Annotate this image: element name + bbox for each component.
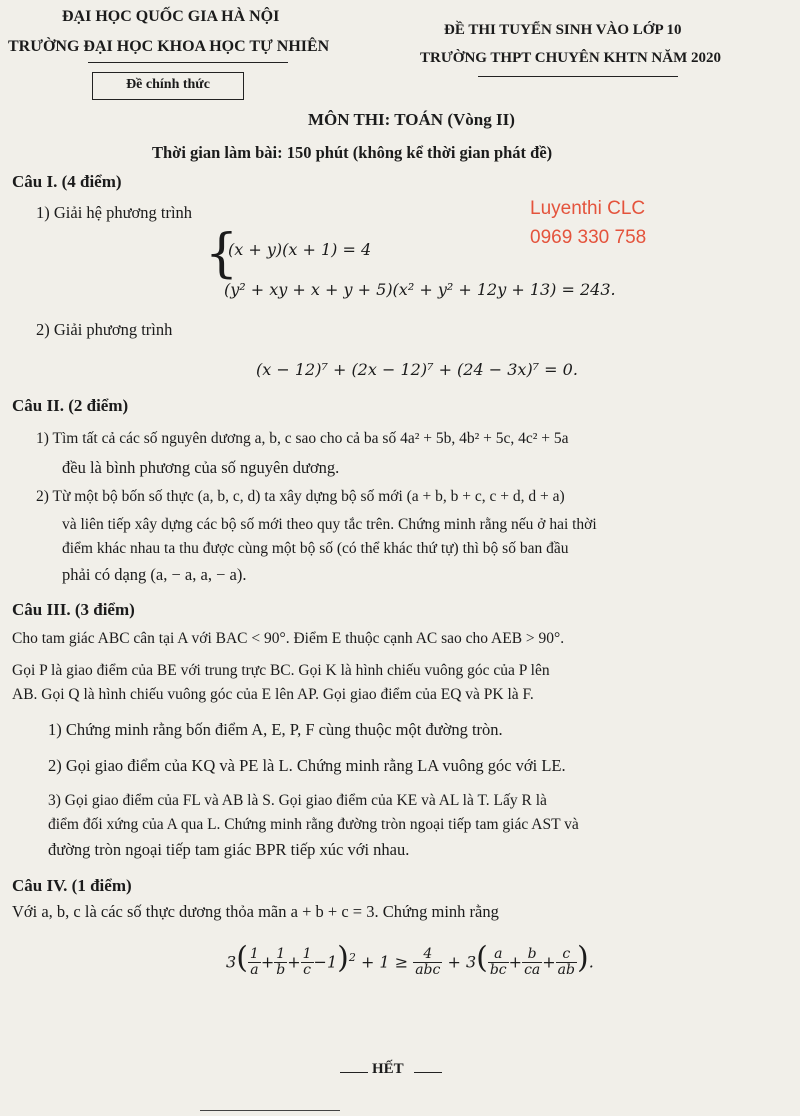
ineq-end: . — [588, 952, 594, 972]
q2-part2-line4: phải có dạng (a, − a, a, − a). — [62, 565, 247, 584]
q3-line3: AB. Gọi Q là hình chiếu vuông góc của E lên AP. Gọi giao điểm của EQ và PK là F. — [12, 686, 534, 703]
frac-1-b: $\frac{1}{b}$ — [276, 946, 286, 979]
q3-line1: Cho tam giác ABC cân tại A với BAC < 90°. Điểm E thuộc cạnh AC sao cho AEB > 90°. — [12, 630, 565, 647]
q1-equation-b: (y² + xy + x + y + 5)(x² + y² + 12y + 13) = 243. — [224, 280, 616, 299]
duration-line: Thời gian làm bài: 150 phút (không kể thời gian phát đề) — [152, 143, 553, 162]
frac-a-bc: $\frac{a}{bc}$ — [489, 946, 507, 979]
q1-equation-2: (x − 12)⁷ + (2x − 12)⁷ + (24 − 3x)⁷ = 0. — [256, 360, 578, 379]
q2-part2-line1: 2) Từ một bộ bốn số thực (a, b, c, d) ta xây dựng bộ số mới (a + b, b + c, c + d, d + a) — [36, 488, 565, 505]
frac-1-a: $\frac{1}{a}$ — [249, 946, 259, 979]
q1-equation-a: (x + y)(x + 1) = 4 — [228, 240, 372, 259]
q2-part1-line1: 1) Tìm tất cả các số nguyên dương a, b, c sao cho cả ba số 4a² + 5b, 4b² + 5c, 4c² + 5a — [36, 430, 569, 447]
q3-part2: 2) Gọi giao điểm của KQ và PE là L. Chứng minh rằng LA vuông góc với LE. — [48, 756, 566, 775]
end-dash-right — [414, 1072, 442, 1073]
q3-part3-line3: đường tròn ngoại tiếp tam giác BPR tiếp xúc với nhau. — [48, 840, 410, 859]
q3-part3-line2: điểm đối xứng của A qua L. Chứng minh rằng đường tròn ngoại tiếp tam giác AST và — [48, 816, 579, 833]
q1-heading: Câu I. (4 điểm) — [12, 172, 122, 191]
exam-school: TRƯỜNG THPT CHUYÊN KHTN NĂM 2020 — [420, 50, 721, 66]
header-underline-right — [478, 76, 678, 77]
ineq-plus3: + 3 — [447, 952, 477, 972]
q4-line1: Với a, b, c là các số thực dương thỏa mãn a + b + c = 3. Chứng minh rằng — [12, 902, 499, 921]
ineq-coef: 3 — [226, 952, 237, 972]
watermark-phone: 0969 330 758 — [530, 227, 647, 248]
bottom-rule — [200, 1110, 340, 1111]
header-underline-left — [88, 62, 288, 63]
q3-part3-line1: 3) Gọi giao điểm của FL và AB là S. Gọi giao điểm của KE và AL là T. Lấy R là — [48, 792, 547, 809]
frac-b-ca: $\frac{b}{ca}$ — [524, 946, 541, 979]
end-marker: HẾT — [372, 1061, 404, 1077]
q2-part2-line2: và liên tiếp xây dựng các bộ số mới theo quy tắc trên. Chứng minh rằng nếu ở hai thời — [62, 516, 597, 533]
frac-4-abc: $\frac{4}{\text{abc}}$ — [415, 946, 441, 979]
frac-c-ab: $\frac{c}{ab}$ — [557, 946, 575, 979]
end-dash-left — [340, 1072, 368, 1073]
frac-1-c: $\frac{1}{c}$ — [302, 946, 312, 979]
q2-part1-line2: đều là bình phương của số nguyên dương. — [62, 458, 340, 477]
q2-heading: Câu II. (2 điểm) — [12, 396, 129, 415]
q1-part1: 1) Giải hệ phương trình — [36, 203, 193, 222]
system-brace: { — [205, 224, 239, 284]
ineq-mid: + 1 ≥ — [360, 952, 409, 972]
q3-line2: Gọi P là giao điểm của BE với trung trực BC. Gọi K là hình chiếu vuông góc của P lên — [12, 662, 550, 679]
university-name: ĐẠI HỌC QUỐC GIA HÀ NỘI — [62, 8, 280, 25]
q4-inequality: 3( $\frac{1}{a}$ + $\frac{1}{b}$ + $\frac{1}{c}$ −1)$^2$ + 1 ≥ $\frac{4}{\text{abc}}$ + 3( $\frac{a}{bc}$ + $\frac{b}{ca}$ + $\frac{c}{ab}$ ). — [226, 940, 594, 979]
school-name: TRƯỜNG ĐẠI HỌC KHOA HỌC TỰ NHIÊN — [8, 38, 330, 55]
q3-heading: Câu III. (3 điểm) — [12, 600, 135, 619]
watermark-name: Luyenthi CLC — [530, 198, 646, 219]
q1-part2: 2) Giải phương trình — [36, 320, 173, 339]
subject-title: MÔN THI: TOÁN (Vòng II) — [308, 110, 515, 129]
q4-heading: Câu IV. (1 điểm) — [12, 876, 132, 895]
official-box: Đề chính thức — [92, 72, 244, 100]
q2-part2-line3: điểm khác nhau ta thu được cùng một bộ số (có thể khác thứ tự) thì bộ số ban đầu — [62, 540, 569, 557]
exam-name: ĐỀ THI TUYỂN SINH VÀO LỚP 10 — [444, 22, 682, 38]
q3-part1: 1) Chứng minh rằng bốn điểm A, E, P, F cùng thuộc một đường tròn. — [48, 720, 503, 739]
